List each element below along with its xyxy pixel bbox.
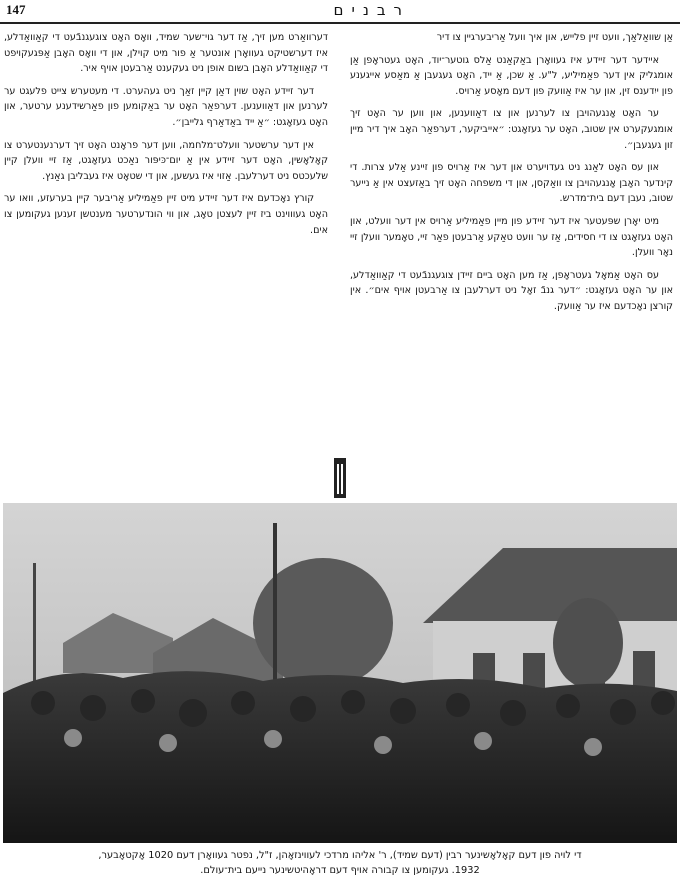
page-number: 147 — [6, 2, 26, 17]
text-column-left — [4, 30, 328, 498]
paragraph: דער זיידע האָט שוין דאַן קיין זאַך ניט געהערט. די מעטערש צייט פלעגט ער לערנען און דאַווענען. דערפאַר האָט ער באַקומען פון פאַרשידענע ערטער, און האָט געזאָגט: ״אַ ייד באַדאַרף גלייבן״. — [4, 85, 328, 128]
funeral-crowd-photo — [3, 503, 677, 843]
paragraph: אין דער ערשטער וועלט־מלחמה, ווען דער פראָנט האָט זיך דערנענטערט צו קאָלאָשין, האָט דער זיידע אין אַ יום־כּיפּור נאַכט געזאָגט, אַז זיי וועלן קיין שלעכטס ניט דערלעבן. אַזוי איז געשען, און די שטאָט איז געבליבן גאַנץ. — [4, 139, 328, 182]
paragraph: ער האָט אָנגעהויבן צו לערנען און צו דאַווענען, און ווען ער האָט זיך אומגעקערט אין שטוב, האָט ער געזאָגט: ״אייביקער, דערפאַר האָב איך דיר מיין זון געגעבן״. — [350, 108, 673, 151]
caption-line: 1932. געקומען צו קבורה אויף דעם דראָהיטשינער נייעם בית־עולם. — [200, 865, 480, 876]
page-header — [0, 0, 680, 24]
paragraph: און עס האָט לאַנג ניט געדויערט און דער איז אַרויס פון זיינע אַלע צרות. די קינדער האָבן אָנגעהויבן צו וואַקסן, און די משפחה האָט זיך באַזעצט אין אַ נייער שטוב, נעבן דעם בית־מדרש. — [350, 162, 673, 205]
paragraph: עס האָט אַמאָל געטראָפן, אַז מען האָט ביים זיידן צוגעגנבֿעט די קאַוואַדלע, און ער האָט געזאָגט: ״דער גנבֿ זאָל ניט דערלעבן צו אַרבעטן אויף אים״. אין קורצן נאָכדעם איז ער אַוועק. — [350, 269, 673, 312]
paragraph: אַן שוואַלאַך, וועט זיין פלייש, און איך וועל אַריבערגיין צו דיר — [436, 32, 673, 43]
paragraph: איידער דער זיידע איז געוואָרן באַקאַנט אַלס גוטער־יוד, האָט געטראָפן אַן אומגליק אין דער פאַמיליע, ל"ע. אַ שכן, אַ ייד, האָט געגעבן אַ מאַסע אייגענע פון ייִדענס זין, און ער איז אַוועק פון דעם מאָסע אַרויס. — [350, 54, 673, 97]
column-divider-ornament — [334, 458, 346, 498]
paragraph: קורץ נאָכדעם איז דער זיידע מיט זיין פאַמיליע אַריבער קיין בערעזע, וואו ער האָט געוווינט ביז זיין לעצטן טאָג, און ווי הונדערטער מענטשן זענען געקומען צו אים. — [4, 193, 328, 236]
photo-illustration — [3, 503, 677, 843]
photo-caption — [10, 848, 670, 878]
paragraph: מיט יאָרן שפּעטער איז דער זיידע פון מיין פאַמיליע אַרויס אין דער וועלט, און האָט געזאָגט צו די חסידים, אַז ער וועט טאַקע אַרבעטן פאַר זיי, טאָמער וועלן זיי נאָר וועלן. — [350, 215, 673, 259]
paragraph: דערוואַרט מען זיך, אַז דער גוי־שער שמיד, וואָס האָט צוגעגנבֿעט די קאַוואַדלע, איז דערשטיקט געוואָרן אונטער אַ פור מיט קוילן, און די וואָס האָבן אַפּגעקויפט די קאַוואַדלע האָבן בשום אופן ניט געקענט אַרבעטן אויף איר. — [4, 32, 328, 75]
caption-line: די לויה פון דעם קאָלאָשינער רבין (דעם שמיד), ר' אליהו מרדכי לעווינזאָהן, ז"ל, נפטר געוואָרן דעם 1020 אָקטאָבער, — [98, 850, 582, 861]
running-title: רבנים — [333, 1, 410, 19]
text-column-right — [350, 30, 673, 498]
